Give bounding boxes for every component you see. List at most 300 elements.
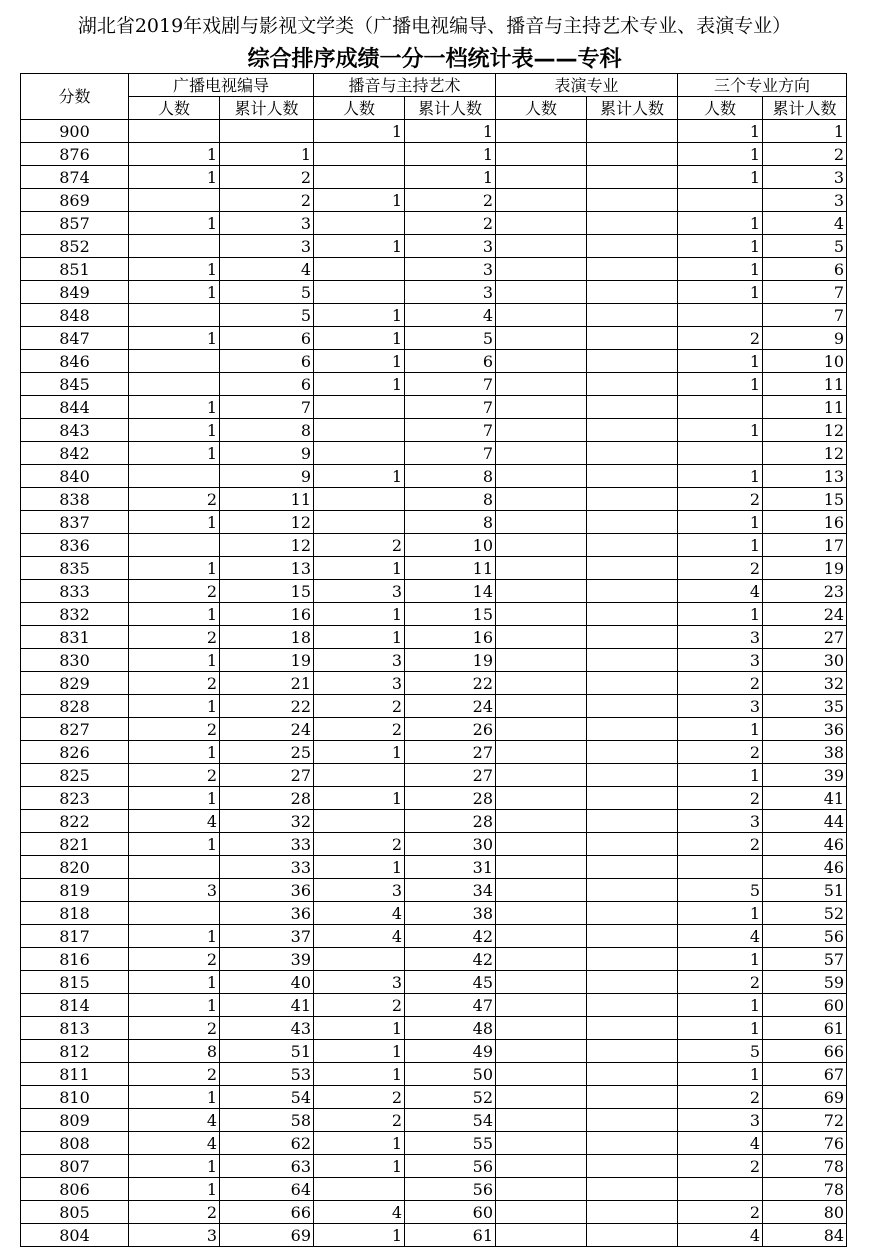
broadcast-directing-cumulative: 6 [220, 373, 314, 396]
broadcast-directing-cumulative: 12 [220, 511, 314, 534]
performance-cumulative [587, 235, 678, 258]
all-three-count: 1 [678, 143, 763, 166]
performance-count [496, 350, 587, 373]
broadcast-directing-cumulative: 51 [220, 1040, 314, 1063]
broadcast-directing-count: 1 [129, 1155, 220, 1178]
performance-cumulative [587, 396, 678, 419]
header-group-broadcasting-hosting: 播音与主持艺术 [314, 74, 496, 97]
all-three-count: 2 [678, 1086, 763, 1109]
header-cumulative: 累计人数 [220, 97, 314, 120]
all-three-count [678, 856, 763, 879]
broadcast-directing-count [129, 120, 220, 143]
all-three-cumulative: 3 [763, 166, 847, 189]
table-row [21, 1063, 847, 1086]
all-three-count: 3 [678, 649, 763, 672]
all-three-cumulative: 61 [763, 1017, 847, 1040]
performance-cumulative [587, 879, 678, 902]
broadcasting-hosting-count [314, 810, 405, 833]
broadcasting-hosting-count: 1 [314, 327, 405, 350]
all-three-count: 4 [678, 580, 763, 603]
score-cell: 840 [21, 465, 129, 488]
all-three-cumulative: 15 [763, 488, 847, 511]
broadcast-directing-count: 1 [129, 557, 220, 580]
all-three-count: 1 [678, 166, 763, 189]
broadcast-directing-cumulative: 69 [220, 1224, 314, 1247]
performance-cumulative [587, 281, 678, 304]
broadcasting-hosting-count: 1 [314, 1132, 405, 1155]
performance-cumulative [587, 304, 678, 327]
table-row [21, 695, 847, 718]
score-cell: 806 [21, 1178, 129, 1201]
broadcasting-hosting-count: 3 [314, 879, 405, 902]
score-cell: 857 [21, 212, 129, 235]
performance-cumulative [587, 327, 678, 350]
all-three-cumulative: 59 [763, 971, 847, 994]
broadcast-directing-count [129, 902, 220, 925]
performance-count [496, 281, 587, 304]
all-three-count: 2 [678, 971, 763, 994]
broadcasting-hosting-cumulative: 1 [405, 143, 496, 166]
broadcasting-hosting-cumulative: 28 [405, 787, 496, 810]
broadcasting-hosting-cumulative: 6 [405, 350, 496, 373]
table-row [21, 120, 847, 143]
broadcast-directing-count: 2 [129, 1017, 220, 1040]
broadcast-directing-cumulative: 19 [220, 649, 314, 672]
broadcasting-hosting-count: 1 [314, 856, 405, 879]
broadcast-directing-cumulative: 39 [220, 948, 314, 971]
broadcasting-hosting-count [314, 511, 405, 534]
all-three-count: 1 [678, 603, 763, 626]
broadcast-directing-count: 2 [129, 718, 220, 741]
broadcast-directing-cumulative: 63 [220, 1155, 314, 1178]
table-row [21, 833, 847, 856]
table-row [21, 672, 847, 695]
broadcasting-hosting-count: 1 [314, 373, 405, 396]
broadcast-directing-count: 2 [129, 948, 220, 971]
broadcasting-hosting-cumulative: 19 [405, 649, 496, 672]
performance-count [496, 971, 587, 994]
performance-count [496, 741, 587, 764]
all-three-count: 3 [678, 626, 763, 649]
performance-cumulative [587, 557, 678, 580]
table-row [21, 1017, 847, 1040]
broadcast-directing-cumulative: 6 [220, 350, 314, 373]
all-three-count: 1 [678, 902, 763, 925]
performance-count [496, 442, 587, 465]
broadcast-directing-cumulative: 27 [220, 764, 314, 787]
broadcasting-hosting-cumulative: 7 [405, 419, 496, 442]
broadcast-directing-cumulative: 33 [220, 856, 314, 879]
broadcast-directing-count: 1 [129, 166, 220, 189]
all-three-count [678, 189, 763, 212]
table-row [21, 235, 847, 258]
broadcast-directing-cumulative: 62 [220, 1132, 314, 1155]
performance-count [496, 948, 587, 971]
broadcast-directing-count: 1 [129, 212, 220, 235]
performance-count [496, 626, 587, 649]
performance-count [496, 258, 587, 281]
broadcasting-hosting-count: 1 [314, 741, 405, 764]
broadcasting-hosting-cumulative: 54 [405, 1109, 496, 1132]
all-three-cumulative: 84 [763, 1224, 847, 1247]
header-group-performance: 表演专业 [496, 74, 678, 97]
broadcasting-hosting-cumulative: 8 [405, 465, 496, 488]
broadcasting-hosting-cumulative: 8 [405, 488, 496, 511]
broadcasting-hosting-count: 2 [314, 994, 405, 1017]
all-three-cumulative: 30 [763, 649, 847, 672]
broadcasting-hosting-count [314, 281, 405, 304]
table-row [21, 1155, 847, 1178]
broadcasting-hosting-count: 2 [314, 534, 405, 557]
performance-count [496, 143, 587, 166]
broadcasting-hosting-cumulative: 52 [405, 1086, 496, 1109]
broadcast-directing-count: 1 [129, 511, 220, 534]
performance-cumulative [587, 212, 678, 235]
performance-count [496, 373, 587, 396]
broadcasting-hosting-count: 1 [314, 603, 405, 626]
performance-count [496, 235, 587, 258]
broadcast-directing-count: 2 [129, 580, 220, 603]
broadcast-directing-cumulative: 36 [220, 879, 314, 902]
broadcasting-hosting-cumulative: 50 [405, 1063, 496, 1086]
broadcast-directing-count [129, 465, 220, 488]
broadcasting-hosting-cumulative: 8 [405, 511, 496, 534]
performance-cumulative [587, 1109, 678, 1132]
broadcasting-hosting-cumulative: 16 [405, 626, 496, 649]
broadcast-directing-cumulative: 13 [220, 557, 314, 580]
broadcast-directing-count: 2 [129, 626, 220, 649]
performance-count [496, 810, 587, 833]
performance-cumulative [587, 810, 678, 833]
broadcasting-hosting-cumulative: 3 [405, 258, 496, 281]
score-cell: 832 [21, 603, 129, 626]
performance-cumulative [587, 718, 678, 741]
performance-cumulative [587, 741, 678, 764]
performance-count [496, 1040, 587, 1063]
performance-count [496, 1201, 587, 1224]
score-cell: 823 [21, 787, 129, 810]
all-three-cumulative: 78 [763, 1178, 847, 1201]
document-subtitle: 综合排序成绩一分一档统计表——专科 [247, 47, 622, 72]
all-three-cumulative: 11 [763, 373, 847, 396]
score-cell: 809 [21, 1109, 129, 1132]
broadcasting-hosting-cumulative: 38 [405, 902, 496, 925]
performance-count [496, 1086, 587, 1109]
all-three-cumulative: 69 [763, 1086, 847, 1109]
table-row [21, 166, 847, 189]
broadcast-directing-cumulative: 3 [220, 212, 314, 235]
all-three-cumulative: 6 [763, 258, 847, 281]
performance-count [496, 212, 587, 235]
performance-count [496, 649, 587, 672]
performance-cumulative [587, 971, 678, 994]
all-three-cumulative: 2 [763, 143, 847, 166]
all-three-count: 2 [678, 1155, 763, 1178]
performance-cumulative [587, 672, 678, 695]
performance-cumulative [587, 1040, 678, 1063]
all-three-count: 4 [678, 1132, 763, 1155]
broadcasting-hosting-count: 2 [314, 718, 405, 741]
score-cell: 808 [21, 1132, 129, 1155]
header-score: 分数 [21, 74, 129, 120]
broadcasting-hosting-count: 1 [314, 1224, 405, 1247]
table-row [21, 143, 847, 166]
performance-cumulative [587, 649, 678, 672]
broadcasting-hosting-count [314, 948, 405, 971]
table-row [21, 626, 847, 649]
broadcast-directing-count: 4 [129, 1132, 220, 1155]
all-three-cumulative: 56 [763, 925, 847, 948]
table-row [21, 764, 847, 787]
all-three-cumulative: 11 [763, 396, 847, 419]
table-row [21, 419, 847, 442]
table-row [21, 442, 847, 465]
score-cell: 829 [21, 672, 129, 695]
broadcasting-hosting-count: 1 [314, 1155, 405, 1178]
broadcast-directing-cumulative: 2 [220, 189, 314, 212]
performance-cumulative [587, 833, 678, 856]
broadcast-directing-count: 3 [129, 1224, 220, 1247]
performance-cumulative [587, 1132, 678, 1155]
performance-count [496, 603, 587, 626]
performance-cumulative [587, 695, 678, 718]
score-cell: 819 [21, 879, 129, 902]
all-three-count: 2 [678, 557, 763, 580]
performance-cumulative [587, 948, 678, 971]
broadcasting-hosting-count: 3 [314, 971, 405, 994]
broadcast-directing-cumulative: 36 [220, 902, 314, 925]
score-cell: 836 [21, 534, 129, 557]
broadcast-directing-count: 2 [129, 1063, 220, 1086]
performance-count [496, 994, 587, 1017]
all-three-count [678, 396, 763, 419]
score-cell: 876 [21, 143, 129, 166]
performance-count [496, 120, 587, 143]
performance-cumulative [587, 419, 678, 442]
broadcast-directing-cumulative: 1 [220, 143, 314, 166]
header-cumulative: 累计人数 [587, 97, 678, 120]
broadcasting-hosting-cumulative: 26 [405, 718, 496, 741]
performance-count [496, 1178, 587, 1201]
broadcasting-hosting-cumulative: 47 [405, 994, 496, 1017]
performance-cumulative [587, 994, 678, 1017]
table-row [21, 258, 847, 281]
score-cell: 837 [21, 511, 129, 534]
header-count: 人数 [314, 97, 405, 120]
table-row [21, 741, 847, 764]
performance-count [496, 1155, 587, 1178]
broadcasting-hosting-count: 1 [314, 557, 405, 580]
broadcast-directing-count: 1 [129, 695, 220, 718]
broadcasting-hosting-cumulative: 7 [405, 373, 496, 396]
broadcast-directing-cumulative: 24 [220, 718, 314, 741]
performance-count [496, 672, 587, 695]
all-three-cumulative: 16 [763, 511, 847, 534]
score-cell: 812 [21, 1040, 129, 1063]
broadcasting-hosting-count: 1 [314, 1017, 405, 1040]
score-distribution-table [20, 73, 847, 1247]
score-cell: 851 [21, 258, 129, 281]
broadcast-directing-count: 1 [129, 649, 220, 672]
broadcasting-hosting-count: 1 [314, 626, 405, 649]
score-cell: 817 [21, 925, 129, 948]
broadcast-directing-count: 2 [129, 1201, 220, 1224]
broadcast-directing-count [129, 189, 220, 212]
all-three-count: 2 [678, 327, 763, 350]
performance-cumulative [587, 787, 678, 810]
score-cell: 833 [21, 580, 129, 603]
broadcasting-hosting-count: 1 [314, 350, 405, 373]
table-row [21, 902, 847, 925]
broadcast-directing-count: 1 [129, 281, 220, 304]
table-row [21, 327, 847, 350]
table-row [21, 1086, 847, 1109]
broadcasting-hosting-count: 4 [314, 1201, 405, 1224]
broadcast-directing-cumulative: 4 [220, 258, 314, 281]
all-three-cumulative: 32 [763, 672, 847, 695]
table-row [21, 649, 847, 672]
all-three-count: 1 [678, 212, 763, 235]
all-three-count: 2 [678, 488, 763, 511]
all-three-cumulative: 39 [763, 764, 847, 787]
broadcasting-hosting-cumulative: 56 [405, 1178, 496, 1201]
broadcast-directing-count: 1 [129, 741, 220, 764]
broadcasting-hosting-count: 3 [314, 672, 405, 695]
all-three-cumulative: 66 [763, 1040, 847, 1063]
score-cell: 835 [21, 557, 129, 580]
all-three-cumulative: 80 [763, 1201, 847, 1224]
score-cell: 807 [21, 1155, 129, 1178]
broadcast-directing-cumulative: 53 [220, 1063, 314, 1086]
table-row [21, 580, 847, 603]
broadcast-directing-count [129, 373, 220, 396]
broadcast-directing-cumulative: 11 [220, 488, 314, 511]
broadcasting-hosting-count [314, 1178, 405, 1201]
broadcast-directing-count: 1 [129, 925, 220, 948]
all-three-count: 3 [678, 695, 763, 718]
broadcast-directing-cumulative: 54 [220, 1086, 314, 1109]
header-count: 人数 [129, 97, 220, 120]
performance-cumulative [587, 350, 678, 373]
broadcast-directing-count: 4 [129, 810, 220, 833]
broadcast-directing-count [129, 856, 220, 879]
all-three-count: 1 [678, 465, 763, 488]
broadcast-directing-count: 2 [129, 488, 220, 511]
performance-cumulative [587, 1155, 678, 1178]
all-three-count: 1 [678, 1063, 763, 1086]
broadcasting-hosting-count: 2 [314, 695, 405, 718]
broadcasting-hosting-cumulative: 56 [405, 1155, 496, 1178]
score-cell: 816 [21, 948, 129, 971]
table-row [21, 189, 847, 212]
performance-cumulative [587, 1224, 678, 1247]
performance-count [496, 396, 587, 419]
broadcasting-hosting-cumulative: 48 [405, 1017, 496, 1040]
broadcasting-hosting-count [314, 143, 405, 166]
all-three-cumulative: 36 [763, 718, 847, 741]
broadcast-directing-count: 1 [129, 442, 220, 465]
broadcasting-hosting-count [314, 396, 405, 419]
all-three-cumulative: 9 [763, 327, 847, 350]
all-three-cumulative: 57 [763, 948, 847, 971]
score-cell: 820 [21, 856, 129, 879]
performance-count [496, 833, 587, 856]
header-count: 人数 [678, 97, 763, 120]
broadcasting-hosting-count: 1 [314, 1063, 405, 1086]
table-row [21, 1224, 847, 1247]
broadcasting-hosting-cumulative: 1 [405, 166, 496, 189]
performance-count [496, 166, 587, 189]
broadcasting-hosting-count: 4 [314, 925, 405, 948]
score-cell: 811 [21, 1063, 129, 1086]
broadcasting-hosting-cumulative: 1 [405, 120, 496, 143]
all-three-cumulative: 3 [763, 189, 847, 212]
performance-cumulative [587, 442, 678, 465]
broadcast-directing-count: 1 [129, 1086, 220, 1109]
broadcast-directing-cumulative: 33 [220, 833, 314, 856]
broadcast-directing-cumulative: 18 [220, 626, 314, 649]
all-three-cumulative: 46 [763, 856, 847, 879]
score-cell: 869 [21, 189, 129, 212]
broadcast-directing-count: 4 [129, 1109, 220, 1132]
score-cell: 830 [21, 649, 129, 672]
broadcasting-hosting-count [314, 258, 405, 281]
performance-cumulative [587, 856, 678, 879]
broadcast-directing-cumulative: 28 [220, 787, 314, 810]
performance-count [496, 419, 587, 442]
broadcasting-hosting-cumulative: 5 [405, 327, 496, 350]
performance-cumulative [587, 488, 678, 511]
performance-count [496, 557, 587, 580]
broadcast-directing-cumulative: 66 [220, 1201, 314, 1224]
performance-cumulative [587, 1063, 678, 1086]
score-cell: 852 [21, 235, 129, 258]
all-three-cumulative: 78 [763, 1155, 847, 1178]
broadcasting-hosting-cumulative: 45 [405, 971, 496, 994]
broadcasting-hosting-cumulative: 15 [405, 603, 496, 626]
broadcasting-hosting-count: 1 [314, 1040, 405, 1063]
performance-count [496, 304, 587, 327]
header-cumulative: 累计人数 [763, 97, 847, 120]
broadcasting-hosting-cumulative: 2 [405, 212, 496, 235]
broadcast-directing-cumulative: 6 [220, 327, 314, 350]
all-three-cumulative: 23 [763, 580, 847, 603]
all-three-cumulative: 41 [763, 787, 847, 810]
performance-count [496, 1109, 587, 1132]
broadcasting-hosting-count: 1 [314, 304, 405, 327]
performance-cumulative [587, 1178, 678, 1201]
all-three-cumulative: 60 [763, 994, 847, 1017]
score-cell: 827 [21, 718, 129, 741]
all-three-count: 2 [678, 741, 763, 764]
table-row [21, 718, 847, 741]
broadcast-directing-cumulative: 43 [220, 1017, 314, 1040]
broadcast-directing-count: 1 [129, 258, 220, 281]
all-three-cumulative: 7 [763, 304, 847, 327]
broadcasting-hosting-count [314, 764, 405, 787]
all-three-count: 1 [678, 419, 763, 442]
performance-cumulative [587, 120, 678, 143]
table-row [21, 557, 847, 580]
all-three-cumulative: 7 [763, 281, 847, 304]
broadcast-directing-count: 1 [129, 419, 220, 442]
all-three-cumulative: 1 [763, 120, 847, 143]
all-three-count: 1 [678, 281, 763, 304]
performance-count [496, 534, 587, 557]
broadcast-directing-cumulative: 64 [220, 1178, 314, 1201]
score-cell: 826 [21, 741, 129, 764]
performance-cumulative [587, 534, 678, 557]
